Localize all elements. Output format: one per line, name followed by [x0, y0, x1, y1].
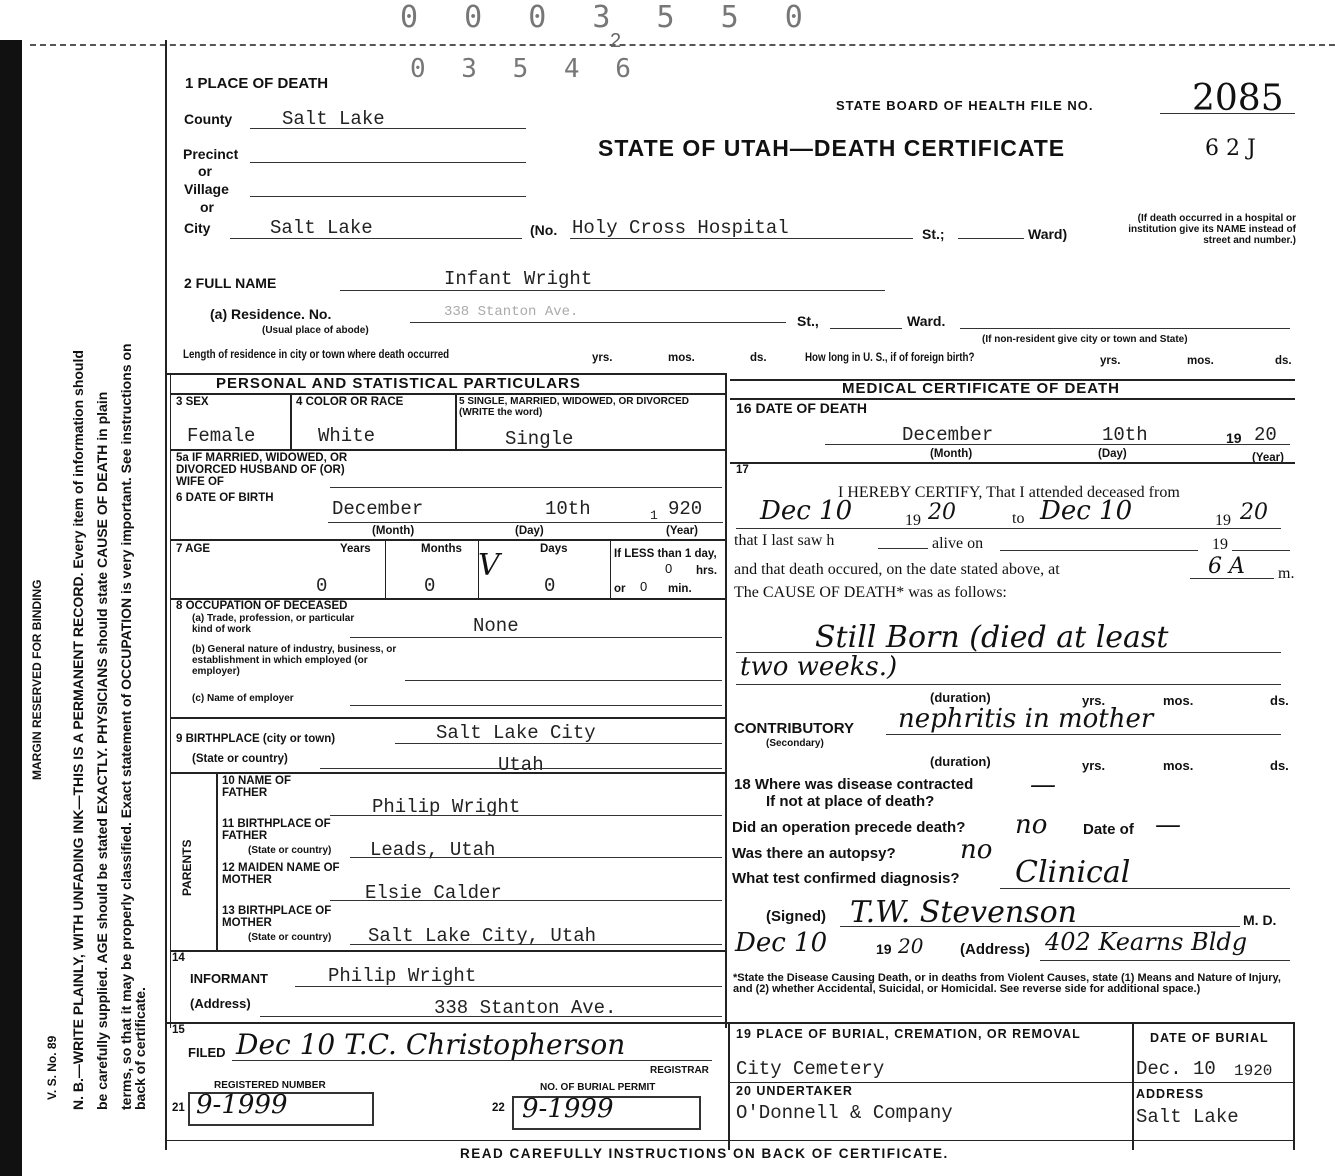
burial-permit-value: 9-1999: [522, 1094, 614, 1124]
contributory-value: nephritis in mother: [898, 704, 1154, 734]
residence-st-label: St.,: [797, 313, 819, 329]
vs-number: V. S. No. 89: [45, 1035, 59, 1100]
length-mos: mos.: [668, 352, 695, 364]
us-ds: ds.: [1275, 355, 1292, 367]
color-label: 4 COLOR OR RACE: [296, 396, 404, 408]
duration-yrs-1: yrs.: [1082, 693, 1106, 708]
filed-num: 15: [172, 1024, 185, 1036]
from-year: 20: [928, 500, 956, 525]
dob-year-prefix: 1: [650, 508, 658, 523]
certify-text: I HEREBY CERTIFY, That I attended deceased from: [838, 484, 1180, 501]
informant-value: Philip Wright: [328, 965, 477, 987]
duration-mos-2: mos.: [1163, 758, 1194, 773]
test-label: What test confirmed diagnosis?: [732, 870, 960, 887]
death-year-caption: (Year): [1252, 452, 1284, 464]
from-year-prefix: 19: [905, 512, 921, 529]
father-name-label: 10 NAME OF FATHER: [222, 775, 292, 799]
birthplace-state-label: (State or country): [192, 753, 288, 765]
physician-address-value: 402 Kearns Bldg: [1045, 928, 1248, 956]
less-hrs-value: 0: [665, 561, 673, 576]
registrar-label: REGISTRAR: [650, 1065, 709, 1076]
age-years-value: 0: [316, 575, 328, 597]
footer-instructions: READ CAREFULLY INSTRUCTIONS ON BACK OF CERTIFICATE.: [460, 1146, 949, 1161]
birthplace-label: 9 BIRTHPLACE (city or town): [176, 733, 336, 745]
duration-ds-2: ds.: [1270, 758, 1289, 773]
informant-num: 14: [172, 952, 185, 964]
top-rule: [30, 44, 1335, 46]
dob-month: December: [332, 498, 424, 520]
age-days-value: 0: [544, 575, 556, 597]
city-label: City: [184, 220, 211, 236]
death-month-caption: (Month): [930, 448, 973, 460]
death-time: 6 A: [1208, 554, 1245, 579]
mother-name-label: 12 MAIDEN NAME OF MOTHER: [222, 862, 340, 886]
less-min-label: min.: [668, 583, 692, 595]
side-instruction-line3: terms, so that it may be properly classified. Exact statement of OCCUPATION is very important. See instructions on: [118, 343, 134, 1110]
top-stamp-number: 0 0 0 3 5 5 0: [400, 0, 817, 35]
marital-label: 5 SINGLE, MARRIED, WIDOWED, OR DIVORCED (WRITE the word): [459, 396, 690, 418]
residence-label: (a) Residence. No.: [210, 306, 332, 322]
permit-num: 22: [492, 1102, 505, 1114]
second-stamp-number: 0 3 5 4 6: [410, 54, 641, 84]
age-years-label: Years: [340, 543, 371, 555]
burial-address-value: Salt Lake: [1136, 1106, 1239, 1128]
side-instruction-line2: be carefully supplied. AGE should be stated EXACTLY. PHYSICIANS should state CAUSE OF DEATH in plain: [94, 391, 110, 1110]
full-name-label: 2 FULL NAME: [184, 275, 277, 291]
mother-name-value: Elsie Calder: [365, 882, 502, 904]
precinct-label: Precinct: [183, 146, 239, 162]
burial-date-value: Dec. 10: [1136, 1058, 1216, 1080]
registered-number-value: 9-1999: [196, 1090, 288, 1120]
sex-value: Female: [187, 425, 256, 447]
parents-label: PARENTS: [180, 839, 194, 896]
last-saw-label: that I last saw h: [734, 532, 835, 549]
medical-section-header: MEDICAL CERTIFICATE OF DEATH: [842, 380, 1120, 397]
age-days-label: Days: [540, 543, 568, 555]
dob-year-caption: (Year): [666, 525, 698, 537]
mother-birthplace-value: Salt Lake City, Utah: [368, 925, 597, 947]
or-label-1: or: [198, 163, 212, 179]
village-label: Village: [184, 181, 229, 197]
item-18-answer: —: [1030, 770, 1056, 800]
burial-address-label: ADDRESS: [1136, 1087, 1205, 1101]
occupation-c-label: (c) Name of employer: [192, 693, 294, 704]
item-17-num: 17: [736, 464, 749, 476]
date-of-death-label: 16 DATE OF DEATH: [736, 400, 867, 416]
hospital-name: Holy Cross Hospital: [572, 217, 789, 239]
length-ds: ds.: [750, 352, 767, 364]
occupation-label: 8 OCCUPATION OF DECEASED: [176, 600, 348, 612]
to-label: to: [1012, 510, 1025, 527]
side-instruction-line4: back of certificate.: [132, 987, 148, 1110]
street-no-label: (No.: [530, 222, 558, 238]
registered-num: 21: [172, 1102, 185, 1114]
duration-label-2: (duration): [930, 754, 991, 769]
item-18-label: 18 Where was disease contracted: [734, 776, 974, 793]
informant-label: INFORMANT: [190, 971, 268, 986]
less-than-label: If LESS than 1 day,: [614, 548, 717, 560]
full-name-value: Infant Wright: [444, 268, 593, 290]
occupation-a-label: (a) Trade, profession, or particular kind of work: [192, 613, 355, 635]
physician-signature: T.W. Stevenson: [850, 895, 1077, 930]
dob-day-caption: (Day): [515, 525, 544, 537]
attended-to-date: Dec 10: [1040, 496, 1133, 526]
age-check-mark: V: [478, 548, 500, 583]
father-name-value: Philip Wright: [372, 796, 521, 818]
death-occurred-label: and that death occured, on the date stated above, at: [734, 561, 1060, 578]
burial-place-label: 19 PLACE OF BURIAL, CREMATION, OR REMOVAL: [736, 1027, 1081, 1041]
duration-mos-1: mos.: [1163, 693, 1194, 708]
cause-footnote: *State the Disease Causing Death, or in deaths from Violent Causes, state (1) Means and Nature of Injury, and (2) whether Accidental, Suicidal, or Homicidal. See reverse side for additional space.): [733, 972, 1281, 995]
death-time-m: m.: [1278, 565, 1295, 582]
county-label: County: [184, 111, 233, 127]
st-label: St.;: [922, 226, 945, 242]
date-of-answer: —: [1155, 810, 1181, 840]
age-label: 7 AGE: [176, 543, 211, 555]
how-long-us-label: How long in U. S., if of foreign birth?: [805, 352, 975, 364]
filed-label: FILED: [188, 1045, 226, 1060]
to-year: 20: [1240, 500, 1268, 525]
nonresident-note: (If non-resident give city or town and State): [982, 334, 1188, 345]
less-or-label: or: [614, 583, 626, 595]
signed-year-prefix: 19: [876, 941, 892, 957]
burial-permit-label: NO. OF BURIAL PERMIT: [540, 1082, 656, 1093]
autopsy-label: Was there an autopsy?: [732, 845, 896, 862]
registered-number-label: REGISTERED NUMBER: [214, 1080, 326, 1091]
informant-address-label: (Address): [190, 996, 251, 1011]
cause-label: The CAUSE OF DEATH* was as follows:: [734, 584, 1007, 601]
color-value: White: [318, 425, 376, 447]
length-yrs: yrs.: [592, 352, 613, 364]
corner-code: 6 2 J: [1205, 136, 1256, 161]
dob-year: 920: [668, 498, 703, 520]
binding-margin-label: MARGIN RESERVED FOR BINDING: [30, 579, 44, 780]
physician-address-label: (Address): [960, 941, 1031, 958]
duration-label-1: (duration): [930, 690, 991, 705]
to-year-prefix: 19: [1215, 512, 1231, 529]
occupation-value: None: [473, 615, 519, 637]
autopsy-answer: no: [960, 835, 993, 865]
or-label-2: or: [200, 199, 214, 215]
stamp-mark: 2: [610, 30, 622, 52]
undertaker-value: O'Donnell & Company: [736, 1102, 953, 1124]
mother-state-label: (State or country): [248, 932, 332, 943]
md-label: M. D.: [1243, 912, 1277, 928]
hospital-note: (If death occurred in a hospital or institution give its NAME instead of street and number.): [1128, 213, 1296, 246]
father-birthplace-label: 11 BIRTHPLACE OF FATHER: [222, 818, 331, 842]
residence-ward-label: Ward.: [907, 313, 946, 329]
death-month: December: [902, 424, 994, 446]
dob-label: 6 DATE OF BIRTH: [176, 492, 274, 504]
less-hrs-label: hrs.: [696, 565, 718, 577]
burial-place-value: City Cemetery: [736, 1058, 885, 1080]
death-year-prefix: 19: [1226, 430, 1242, 446]
signed-date: Dec 10: [735, 928, 828, 958]
file-no-value: 2085: [1192, 78, 1284, 119]
age-months-value: 0: [424, 575, 436, 597]
filed-value: Dec 10 T.C. Christopherson: [236, 1028, 626, 1061]
certificate-title: STATE OF UTAH—DEATH CERTIFICATE: [598, 135, 1066, 161]
spouse-label: 5a IF MARRIED, WIDOWED, OR DIVORCED HUSBAND OF (OR) WIFE OF: [176, 452, 348, 488]
cause-line-2: two weeks.): [740, 652, 898, 682]
last-saw-year-prefix: 19: [1212, 536, 1228, 553]
informant-address-value: 338 Stanton Ave.: [434, 997, 617, 1019]
father-birthplace-value: Leads, Utah: [370, 839, 496, 861]
death-day: 10th: [1102, 424, 1148, 446]
residence-value: 338 Stanton Ave.: [444, 304, 579, 320]
alive-on-label: alive on: [932, 535, 984, 552]
age-months-label: Months: [421, 543, 462, 555]
birthplace-state-value: Utah: [498, 754, 544, 776]
less-min-value: 0: [640, 579, 648, 594]
usual-abode-label: (Usual place of abode): [262, 325, 369, 336]
date-of-label: Date of: [1083, 821, 1134, 838]
test-answer: Clinical: [1015, 855, 1131, 890]
father-state-label: (State or country): [248, 845, 332, 856]
us-yrs: yrs.: [1100, 355, 1121, 367]
operation-label: Did an operation precede death?: [732, 819, 966, 836]
birthplace-value: Salt Lake City: [436, 722, 596, 744]
file-no-label: STATE BOARD OF HEALTH FILE NO.: [836, 98, 1094, 113]
contributory-label: CONTRIBUTORY: [734, 720, 854, 737]
dob-month-caption: (Month): [372, 525, 415, 537]
ward-label: Ward): [1028, 226, 1068, 242]
duration-yrs-2: yrs.: [1082, 758, 1106, 773]
attended-from-date: Dec 10: [760, 496, 853, 526]
item-18b-label: If not at place of death?: [766, 793, 935, 810]
mother-birthplace-label: 13 BIRTHPLACE OF MOTHER: [222, 905, 332, 929]
left-edge-strip: [0, 40, 22, 1176]
county-value: Salt Lake: [282, 108, 385, 130]
cause-line-1: Still Born (died at least: [815, 620, 1169, 655]
side-instruction-line1: N. B.—WRITE PLAINLY, WITH UNFADING INK—THIS IS A PERMANENT RECORD. Every item of information should: [70, 350, 86, 1110]
marital-value: Single: [505, 428, 574, 450]
signed-year: 20: [898, 934, 924, 958]
length-residence-label: Length of residence in city or town where death occurred: [183, 349, 450, 361]
sex-label: 3 SEX: [176, 396, 209, 408]
us-mos: mos.: [1187, 355, 1214, 367]
personal-section-header: PERSONAL AND STATISTICAL PARTICULARS: [216, 375, 581, 392]
death-day-caption: (Day): [1098, 448, 1127, 460]
burial-date-year: 1920: [1234, 1062, 1273, 1080]
signed-label: (Signed): [766, 908, 826, 925]
operation-answer: no: [1015, 810, 1048, 840]
secondary-label: (Secondary): [766, 738, 824, 749]
occupation-b-label: (b) General nature of industry, business, or establishment in which employed (or employer): [192, 644, 397, 677]
burial-date-label: DATE OF BURIAL: [1150, 1031, 1269, 1045]
city-value: Salt Lake: [270, 217, 373, 239]
place-of-death-label: 1 PLACE OF DEATH: [185, 75, 329, 92]
undertaker-label: 20 UNDERTAKER: [736, 1084, 853, 1098]
death-year: 20: [1254, 424, 1277, 446]
duration-ds-1: ds.: [1270, 693, 1289, 708]
dob-day: 10th: [545, 498, 591, 520]
